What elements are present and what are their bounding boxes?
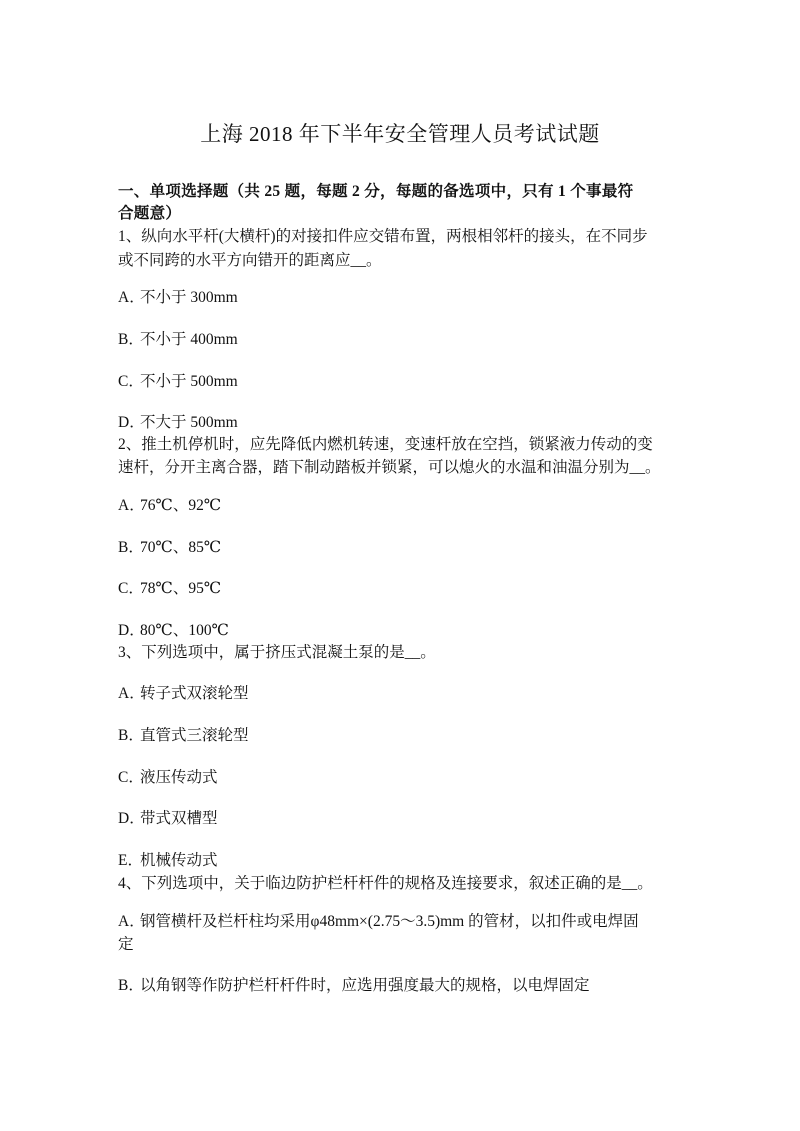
option-label: A．: [118, 289, 145, 306]
question-1-option-a: [118, 286, 698, 310]
document-title: 上海 2018 年下半年安全管理人员考试试题: [200, 122, 600, 146]
question-3-option-d: [118, 807, 698, 831]
option-text: 不小于 400mm: [140, 331, 238, 348]
option-label: D．: [118, 622, 145, 639]
option-label: A．: [118, 497, 145, 514]
option-text: 机械传动式: [140, 852, 218, 869]
option-text: 78℃、95℃: [140, 580, 222, 597]
option-text: 76℃、92℃: [140, 497, 222, 514]
option-text: 钢管横杆及栏杆柱均采用φ48mm×(2.75～3.5)mm 的管材，以扣件或电焊固: [140, 913, 639, 930]
question-2-option-b: [118, 536, 698, 560]
question-4-option-b: [118, 974, 698, 998]
question-1-stem-continued: 或不同跨的水平方向错开的距离应__。: [118, 252, 382, 269]
section-heading-continued: 合题意）: [118, 205, 182, 222]
option-label: B．: [118, 539, 144, 556]
option-text: 转子式双滚轮型: [140, 685, 249, 702]
question-2-option-d: [118, 619, 698, 643]
option-label: B．: [118, 331, 144, 348]
option-label: D．: [118, 414, 145, 431]
option-text: 不小于 500mm: [140, 373, 238, 390]
option-label: C．: [118, 769, 144, 786]
option-text: 不大于 500mm: [140, 414, 238, 431]
option-text: 80℃、100℃: [140, 622, 229, 639]
question-1-option-d: [118, 411, 698, 435]
question-4-option-a: [118, 910, 698, 934]
question-3-stem: 3、下列选项中，属于挤压式混凝土泵的是__。: [118, 644, 436, 661]
question-2-stem: 2、推土机停机时，应先降低内燃机转速，变速杆放在空挡，锁紧液力传动的变: [118, 436, 653, 453]
option-label: D．: [118, 810, 145, 827]
question-3-option-b: [118, 724, 698, 748]
option-label: C．: [118, 373, 144, 390]
section-heading: 一、单项选择题（共 25 题，每题 2 分，每题的备选项中，只有 1 个事最符: [118, 183, 634, 200]
option-text: 以角钢等作防护栏杆杆件时，应选用强度最大的规格，以电焊固定: [140, 977, 590, 994]
option-text: 直管式三滚轮型: [140, 727, 249, 744]
option-label: A．: [118, 685, 145, 702]
question-1-option-b: [118, 328, 698, 352]
question-2-stem-continued: 速杆，分开主离合器，踏下制动踏板并锁紧，可以熄火的水温和油温分别为__。: [118, 459, 661, 476]
question-1-stem: 1、纵向水平杆(大横杆)的对接扣件应交错布置，两根相邻杆的接头，在不同步: [118, 228, 648, 245]
question-4-option-a-continued: 定: [118, 936, 134, 953]
option-label: C．: [118, 580, 144, 597]
option-label: B．: [118, 977, 144, 994]
option-label: E．: [118, 852, 143, 869]
question-1-option-c: [118, 370, 698, 394]
question-3-option-e: [118, 849, 698, 873]
option-label: A．: [118, 913, 145, 930]
question-3-option-a: [118, 682, 698, 706]
option-text: 70℃、85℃: [140, 539, 222, 556]
option-text: 带式双槽型: [140, 810, 218, 827]
option-label: B．: [118, 727, 144, 744]
question-2-option-c: [118, 577, 698, 601]
question-2-option-a: [118, 494, 698, 518]
question-4-stem: 4、下列选项中，关于临边防护栏杆杆件的规格及连接要求，叙述正确的是__。: [118, 875, 653, 892]
question-3-option-c: [118, 766, 698, 790]
option-text: 不小于 300mm: [140, 289, 238, 306]
option-text: 液压传动式: [140, 769, 218, 786]
